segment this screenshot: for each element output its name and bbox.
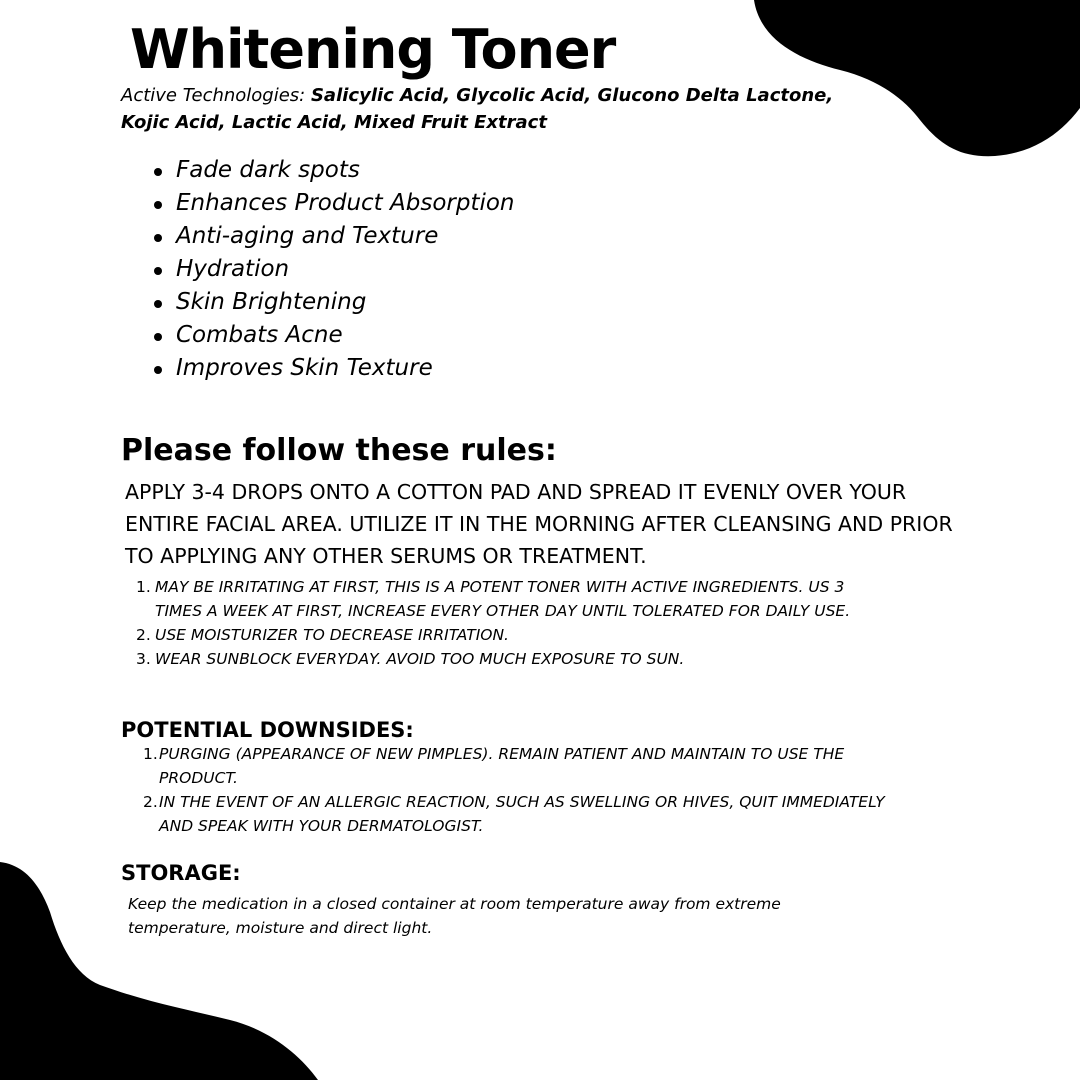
active-technologies-value: Salicylic Acid, Glycolic Acid, Glucono Delta Lactone, Kojic Acid, Lactic Acid, Mixed Fruit Extract [121, 85, 834, 133]
downside-text: IN THE EVENT OF AN ALLERGIC REACTION, SUCH AS SWELLING OR HIVES, QUIT IMMEDIATELY AND SPEAK WITH YOUR DERMATOLOGIST. [159, 793, 885, 835]
downsides-list [143, 742, 903, 838]
rules-list [136, 575, 896, 671]
rules-intro: APPLY 3-4 DROPS ONTO A COTTON PAD AND SPREAD IT EVENLY OVER YOUR ENTIRE FACIAL AREA. UTILIZE IT IN THE MORNING AFTER CLEANSING AND PRIOR TO APPLYING ANY OTHER SERUMS OR TREATMENT. [125, 480, 953, 568]
benefit-item: Fade dark spots [136, 154, 515, 187]
active-technologies-label: Active Technologies: [121, 85, 311, 106]
downside-item [143, 790, 903, 838]
rules-heading: Please follow these rules: [121, 433, 557, 468]
rule-text: MAY BE IRRITATING AT FIRST, THIS IS A POTENT TONER WITH ACTIVE INGREDIENTS. US 3 TIMES A WEEK AT FIRST, INCREASE EVERY OTHER DAY UNTIL TOLERATED FOR DAILY USE. [155, 578, 851, 620]
benefit-item: Combats Acne [136, 319, 515, 352]
benefit-item: Anti-aging and Texture [136, 220, 515, 253]
active-technologies [121, 82, 881, 136]
storage-text: Keep the medication in a closed container at room temperature away from extreme temperature, moisture and direct light. [128, 895, 781, 937]
benefits-list [136, 154, 515, 385]
rule-item [136, 623, 896, 647]
rule-item [136, 647, 896, 671]
rule-number: 3. [136, 650, 151, 668]
rule-number: 2. [136, 626, 151, 644]
rule-item [136, 575, 896, 623]
benefit-item: Enhances Product Absorption [136, 187, 515, 220]
storage-heading: STORAGE: [121, 861, 241, 885]
downside-number: 1. [143, 745, 158, 763]
benefit-item: Hydration [136, 253, 515, 286]
benefit-item: Skin Brightening [136, 286, 515, 319]
downside-item [143, 742, 903, 790]
downsides-heading: POTENTIAL DOWNSIDES: [121, 718, 414, 742]
downside-number: 2. [143, 793, 158, 811]
rule-text: USE MOISTURIZER TO DECREASE IRRITATION. [155, 626, 509, 644]
benefit-item: Improves Skin Texture [136, 352, 515, 385]
downside-text: PURGING (APPEARANCE OF NEW PIMPLES). REMAIN PATIENT AND MAINTAIN TO USE THE PRODUCT. [159, 745, 845, 787]
page-title: Whitening Toner [130, 18, 616, 81]
rule-number: 1. [136, 578, 151, 596]
rule-text: WEAR SUNBLOCK EVERYDAY. AVOID TOO MUCH EXPOSURE TO SUN. [155, 650, 685, 668]
